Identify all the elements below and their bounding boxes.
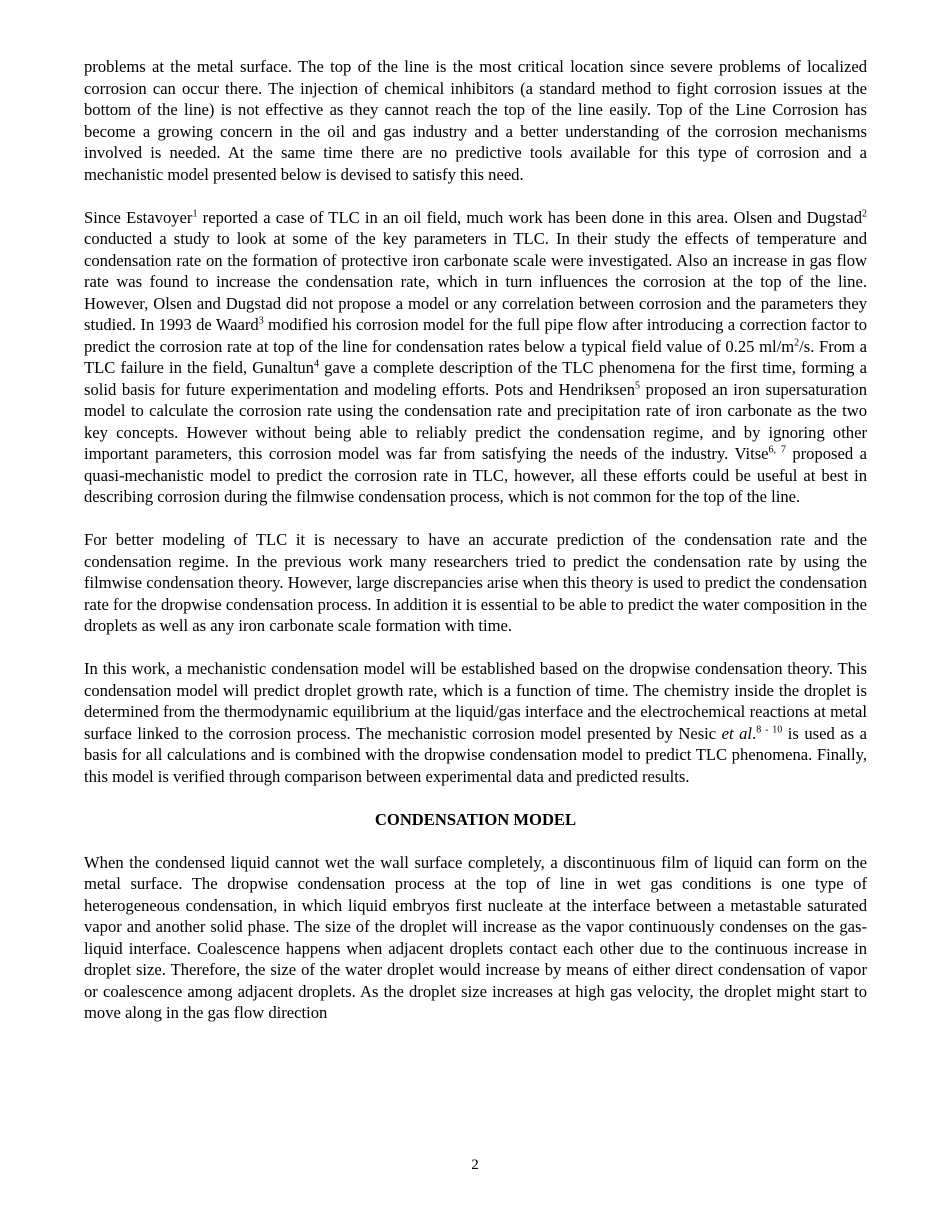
text-run: /s. From a TLC failure in the field, Gunaltun [84,336,867,377]
citation-superscript: 1 [192,207,198,219]
text-run: proposed a quasi-mechanistic model to predict the corrosion rate in TLC, however, all these efforts could be useful at best in describing corrosion during the filmwise condensation process, which is not common for the top of the line. [84,444,867,506]
text-run: For better modeling of TLC it is necessary to have an accurate prediction of the condensation rate and the condensation regime. In the previous work many researchers tried to predict the condensation rate by using the filmwise condensation theory. However, large discrepancies arise when this theory is used to predict the condensation rate for the dropwise condensation process. In addition it is essential to be able to predict the water composition in the droplets as well as any iron carbonate scale formation with time. [84,530,867,635]
citation-superscript: 2 [862,207,867,219]
paragraph-2 [84,207,867,508]
text-run: In this work, a mechanistic condensation model will be established based on the dropwise condensation theory. This condensation model will predict droplet growth rate, which is a function of time. The chemistry inside the droplet is determined from the thermodynamic equilibrium at the liquid/gas interface and the electrochemical reactions at metal surface linked to the corrosion process. The mechanistic corrosion model presented by Nesic [84,659,867,743]
text-run: modified his corrosion model for the full pipe flow after introducing a correction factor to predict the corrosion rate at top of the line for condensation rates below a typical field value of 0.25 ml/m [84,315,867,356]
text-run: problems at the metal surface. The top of the line is the most critical location since severe problems of localized corrosion can occur there. The injection of chemical inhibitors (a standard method to fight corrosion issues at the bottom of the line) is not effective as they cannot reach the top of the line easily. Top of the Line Corrosion has become a growing concern in the oil and gas industry and a better understanding of the corrosion mechanisms involved is needed. At the same time there are no predictive tools available for this type of corrosion and a mechanistic model presented below is devised to satisfy this need. [84,57,867,184]
paragraph-3 [84,529,867,637]
citation-superscript: 5 [635,379,641,391]
text-run: reported a case of TLC in an oil field, much work has been done in this area. Olsen and Dugstad [197,207,862,227]
citation-superscript: 6, 7 [768,444,786,456]
paragraph-4 [84,658,867,787]
page-body [84,56,867,1045]
citation-superscript: 2 [794,336,800,348]
italic-text: et al [721,723,753,743]
text-run: conducted a study to look at some of the key parameters in TLC. In their study the effects of temperature and condensation rate on the formation of protective iron carbonate scale were investigated. Also an increase in gas flow rate was found to increase the condensation rate, which in turn influences the corrosion at the top of the line. However, Olsen and Dugstad did not propose a model or any correlation between corrosion and the parameters they studied. In 1993 de Waard [84,229,867,334]
citation-superscript: 4 [313,358,319,370]
paragraph-5: When the condensed liquid cannot wet the wall surface completely, a discontinuous film of liquid can form on the metal surface. The dropwise condensation process at the top of line in wet gas conditions is one type of heterogeneous condensation, in which liquid embryos first nucleate at the interface between a metastable saturated vapor and another solid phase. The size of the droplet will increase as the vapor continuously condenses on the gas-liquid interface. Coalescence happens when adjacent droplets contact each other due to the continuous increase in droplet size. Therefore, the size of the water droplet would increase by means of either direct condensation of vapor or coalescence among adjacent droplets. As the droplet size increases at high gas velocity, the droplet might start to move along in the gas flow direction [84,852,867,1022]
text-run: proposed an iron supersaturation model to calculate the corrosion rate using the condensation rate and precipitation rate of iron carbonate as the two key concepts. However without being able to reliably predict the condensation regime, and by ignoring other important parameters, this corrosion model was far from satisfying the needs of the industry. Vitse [84,379,868,463]
citation-superscript: 8 - 10 [756,723,783,735]
text-run: . [752,723,757,743]
paragraph-1 [84,56,867,185]
text-run: Since Estavoyer [84,207,193,227]
page-number: 2 [471,1157,479,1173]
text-run: gave a complete description of the TLC phenomena for the first time, forming a solid basis for future experimentation and modeling efforts. Pots and Hendriksen [84,358,868,399]
text-run: is used as a basis for all calculations and is combined with the dropwise condensation model to predict TLC phenomena. Finally, this model is verified through comparison between experimental data and predicted results. [84,723,867,786]
citation-superscript: 3 [258,315,264,327]
section-heading: CONDENSATION MODEL [374,809,577,829]
